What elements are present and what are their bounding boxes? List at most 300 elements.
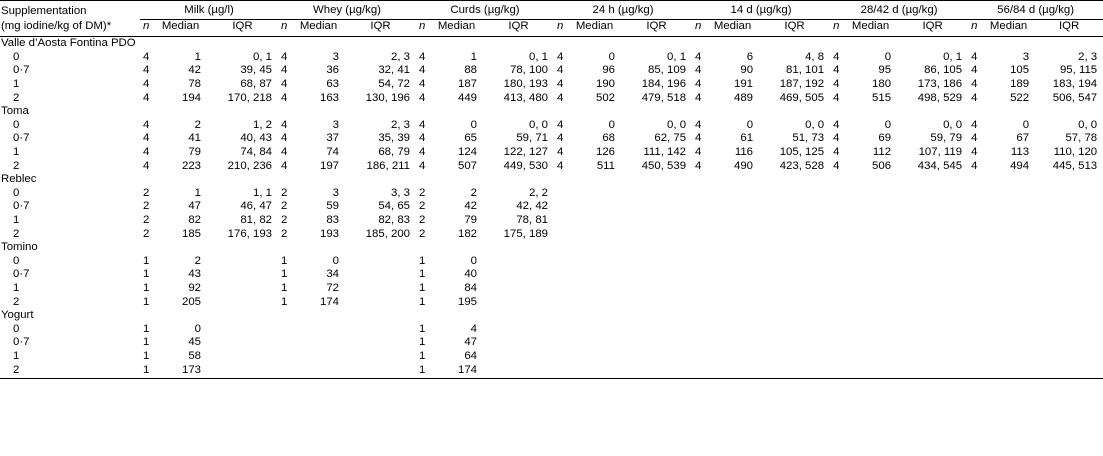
cell-n xyxy=(278,363,292,378)
cell-median: 37 xyxy=(326,132,339,145)
cell-median xyxy=(706,322,759,336)
cell-median: 84 xyxy=(464,281,477,294)
cell-median xyxy=(844,187,897,201)
cell-n xyxy=(830,200,844,214)
section-row xyxy=(0,37,1103,51)
cell-median xyxy=(568,295,621,309)
supplementation-level: 1 xyxy=(13,281,20,294)
cell-median: 223 xyxy=(181,159,201,172)
cell-median xyxy=(844,336,897,350)
cell-iqr xyxy=(207,363,278,378)
cell-n: 4 xyxy=(971,91,978,104)
cell-median: 79 xyxy=(188,146,201,159)
table-row xyxy=(0,363,1103,378)
cell-iqr xyxy=(897,200,968,214)
cell-iqr: 0, 0 xyxy=(667,118,687,131)
table-header xyxy=(0,1,1103,37)
cell-median: 185 xyxy=(181,227,201,240)
cell-median: 1 xyxy=(194,186,201,199)
cell-iqr xyxy=(1035,282,1103,296)
cell-median: 190 xyxy=(595,78,615,91)
cell-median xyxy=(706,227,759,241)
cell-iqr: 54, 65 xyxy=(378,200,410,213)
cell-iqr xyxy=(1035,227,1103,241)
cell-iqr xyxy=(621,255,692,269)
cell-iqr: 176, 193 xyxy=(227,227,272,240)
cell-iqr: 180, 193 xyxy=(503,78,548,91)
cell-n: 1 xyxy=(143,295,150,308)
cell-median: 3 xyxy=(332,50,339,63)
cell-median: 124 xyxy=(457,146,477,159)
cell-median: 45 xyxy=(188,336,201,349)
cell-median: 490 xyxy=(734,159,754,172)
cell-n: 4 xyxy=(281,78,288,91)
cell-iqr: 210, 236 xyxy=(227,159,272,172)
supplementation-level: 0·7 xyxy=(13,336,30,349)
cell-n: 4 xyxy=(281,91,288,104)
table-row xyxy=(0,214,1103,228)
sub-header-n: n xyxy=(692,20,706,37)
cell-median xyxy=(706,187,759,201)
table-row xyxy=(0,78,1103,92)
cell-iqr xyxy=(759,268,830,282)
cell-n: 1 xyxy=(419,281,426,294)
cell-n xyxy=(968,322,982,336)
supplementation-level: 0 xyxy=(13,254,20,267)
cell-iqr: 35, 39 xyxy=(378,132,410,145)
cell-iqr xyxy=(1035,322,1103,336)
cell-n xyxy=(554,187,568,201)
cell-median xyxy=(292,322,345,336)
cell-iqr xyxy=(621,187,692,201)
cell-n: 2 xyxy=(143,227,150,240)
cell-median xyxy=(982,295,1035,309)
cell-median: 0 xyxy=(608,50,615,63)
cell-iqr: 4, 8 xyxy=(805,50,825,63)
sub-header-n: n xyxy=(278,20,292,37)
cell-iqr xyxy=(483,282,554,296)
sub-header-n: n xyxy=(968,20,982,37)
cell-n: 4 xyxy=(143,64,150,77)
cell-median xyxy=(568,322,621,336)
supplementation-level: 1 xyxy=(13,146,20,159)
cell-n: 2 xyxy=(143,186,150,199)
cell-n: 4 xyxy=(557,118,564,131)
cell-n: 4 xyxy=(695,50,702,63)
sub-header-median: Median xyxy=(154,20,207,37)
cell-n: 1 xyxy=(419,295,426,308)
cell-n: 4 xyxy=(695,91,702,104)
cell-iqr xyxy=(483,268,554,282)
sub-header-iqr: IQR xyxy=(483,20,554,37)
cell-n xyxy=(692,187,706,201)
cell-median: 6 xyxy=(746,50,754,63)
supplementation-header-line2: (mg iodine/kg of DM)* xyxy=(0,20,140,37)
cell-n: 4 xyxy=(971,132,978,145)
cell-iqr: 2, 3 xyxy=(391,50,410,63)
cell-iqr: 0, 0 xyxy=(1078,118,1098,131)
table-row xyxy=(0,336,1103,350)
cell-n: 2 xyxy=(143,200,150,213)
cell-median: 67 xyxy=(1016,132,1030,145)
cell-median: 0 xyxy=(332,254,339,267)
table-row xyxy=(0,350,1103,364)
cell-n xyxy=(968,268,982,282)
cell-median: 182 xyxy=(457,227,477,240)
header-group-row xyxy=(0,1,1103,20)
cell-n xyxy=(692,268,706,282)
cell-iqr xyxy=(759,255,830,269)
cell-n: 1 xyxy=(140,363,154,378)
cell-n: 1 xyxy=(419,322,426,335)
cell-n xyxy=(554,350,568,364)
cell-iqr: 479, 518 xyxy=(641,91,687,104)
cell-median: 0 xyxy=(470,118,477,131)
cell-median: 1 xyxy=(194,50,201,63)
supplementation-header xyxy=(0,1,140,20)
cell-n: 1 xyxy=(281,254,288,267)
cell-iqr xyxy=(621,336,692,350)
supplementation-level: 0 xyxy=(13,50,20,63)
section-row xyxy=(0,173,1103,187)
cell-median xyxy=(568,227,621,241)
cell-median: 205 xyxy=(181,295,201,308)
cell-median: 0 xyxy=(194,322,201,335)
cell-median: 494 xyxy=(1010,159,1030,172)
cell-median xyxy=(568,187,621,201)
cell-median: 47 xyxy=(188,200,201,213)
cell-n: 4 xyxy=(695,64,702,77)
table-row xyxy=(0,227,1103,241)
supplementation-level: 0·7 xyxy=(13,268,30,281)
cell-iqr xyxy=(483,322,554,336)
cell-median: 59 xyxy=(326,200,339,213)
cell-n: 4 xyxy=(833,91,840,104)
cheese-name: Yogurt xyxy=(1,309,34,322)
cell-iqr xyxy=(345,295,416,309)
cell-n xyxy=(554,282,568,296)
cell-iqr: 78, 100 xyxy=(509,64,548,77)
cell-median: 174 xyxy=(430,363,483,378)
cell-iqr xyxy=(1035,214,1103,228)
cell-n xyxy=(278,336,292,350)
cell-median: 43 xyxy=(188,268,201,281)
supplementation-level: 0·7 xyxy=(13,64,30,77)
group-header-curds: Curds (µg/kg) xyxy=(416,1,554,20)
supplementation-level: 0·7 xyxy=(13,200,30,213)
cell-iqr: 32, 41 xyxy=(378,64,410,77)
cell-median: 0 xyxy=(884,118,892,131)
cell-median: 72 xyxy=(326,281,339,294)
supplementation-level: 1 xyxy=(13,349,20,362)
cell-median: 78 xyxy=(188,78,201,91)
cell-median: 2 xyxy=(194,118,201,131)
cell-median: 0 xyxy=(884,50,892,63)
supplementation-level: 2 xyxy=(13,91,20,104)
cell-iqr xyxy=(897,282,968,296)
cell-iqr: 82, 83 xyxy=(378,214,410,227)
cell-iqr: 59, 79 xyxy=(930,132,963,145)
cell-n xyxy=(968,350,982,364)
cell-median xyxy=(568,200,621,214)
cell-median xyxy=(706,363,759,378)
cell-iqr: 122, 127 xyxy=(503,146,548,159)
cell-median: 3 xyxy=(332,118,339,131)
cell-iqr xyxy=(621,295,692,309)
cell-median: 34 xyxy=(326,268,339,281)
cell-median xyxy=(706,200,759,214)
cell-iqr: 184, 196 xyxy=(641,78,687,91)
cell-iqr xyxy=(207,295,278,309)
cell-median: 4 xyxy=(470,322,477,335)
sub-header-median: Median xyxy=(568,20,621,37)
cell-iqr: 111, 142 xyxy=(643,146,687,159)
cell-iqr xyxy=(759,350,830,364)
cell-n: 2 xyxy=(281,214,288,227)
cell-n xyxy=(692,322,706,336)
supplementation-header-line1: Supplementation xyxy=(1,4,87,17)
cell-n: 4 xyxy=(419,78,426,91)
group-header-14d: 14 d (µg/kg) xyxy=(692,1,830,20)
cell-median: 116 xyxy=(734,146,754,159)
cell-median xyxy=(982,350,1035,364)
cell-median xyxy=(706,336,759,350)
table-row xyxy=(0,119,1103,133)
cell-n: 1 xyxy=(143,281,150,294)
cell-iqr xyxy=(345,322,416,336)
cell-iqr: 183, 194 xyxy=(1052,78,1098,91)
cell-iqr xyxy=(483,363,554,378)
cell-n: 1 xyxy=(419,254,426,267)
cell-iqr: 1, 2 xyxy=(253,118,272,131)
group-header-whey: Whey (µg/kg) xyxy=(278,1,416,20)
table-row xyxy=(0,132,1103,146)
cell-median: 180 xyxy=(872,78,892,91)
cell-iqr: 110, 120 xyxy=(1053,146,1098,159)
cell-median: 96 xyxy=(602,64,615,77)
cell-n: 4 xyxy=(419,132,426,145)
cell-iqr: 187, 192 xyxy=(779,78,825,91)
cell-iqr: 186, 211 xyxy=(366,159,410,172)
supplementation-level: 0·7 xyxy=(13,132,30,145)
cell-n: 1 xyxy=(143,349,150,362)
cell-median: 506 xyxy=(872,159,892,172)
cell-iqr xyxy=(621,227,692,241)
header-sub-row xyxy=(0,20,1103,37)
cell-n: 4 xyxy=(833,118,840,131)
cell-iqr: 1, 1 xyxy=(253,186,272,199)
cell-iqr: 57, 78 xyxy=(1065,132,1098,145)
cell-iqr xyxy=(207,268,278,282)
cell-n: 4 xyxy=(833,78,840,91)
cell-iqr: 0, 0 xyxy=(943,118,963,131)
table-row xyxy=(0,187,1103,201)
cell-iqr xyxy=(345,350,416,364)
cell-n: 4 xyxy=(971,78,978,91)
cell-n xyxy=(830,336,844,350)
cell-iqr xyxy=(207,336,278,350)
cell-n: 4 xyxy=(419,146,426,159)
cell-median: 194 xyxy=(181,91,201,104)
cell-median: 68 xyxy=(602,132,615,145)
cell-iqr: 423, 528 xyxy=(779,159,825,172)
cell-n: 4 xyxy=(143,159,150,172)
cell-median xyxy=(844,227,897,241)
cell-iqr: 449, 530 xyxy=(503,159,548,172)
cell-iqr: 85, 109 xyxy=(648,64,687,77)
cell-median: 0 xyxy=(1022,118,1030,131)
cell-median: 58 xyxy=(188,349,201,362)
cell-median xyxy=(568,336,621,350)
cell-iqr: 130, 196 xyxy=(365,91,410,104)
cell-iqr xyxy=(345,282,416,296)
cell-median: 197 xyxy=(319,159,339,172)
cell-iqr xyxy=(897,350,968,364)
cell-median xyxy=(982,322,1035,336)
cell-iqr xyxy=(483,295,554,309)
cell-n xyxy=(554,227,568,241)
cell-n xyxy=(554,214,568,228)
cell-n: 1 xyxy=(419,349,426,362)
cell-median: 0 xyxy=(746,118,754,131)
cell-iqr xyxy=(345,336,416,350)
cell-median xyxy=(982,214,1035,228)
cell-n: 1 xyxy=(281,295,288,308)
cell-iqr: 39, 45 xyxy=(240,64,272,77)
cell-iqr xyxy=(759,295,830,309)
cell-n: 4 xyxy=(695,78,702,91)
table-row xyxy=(0,91,1103,105)
table-row xyxy=(0,159,1103,173)
supplementation-level: 1 xyxy=(13,78,20,91)
cell-iqr: 62, 75 xyxy=(654,132,687,145)
cell-iqr: 2, 3 xyxy=(391,118,410,131)
cell-n: 4 xyxy=(695,132,702,145)
cell-n xyxy=(692,295,706,309)
cell-n xyxy=(968,282,982,296)
cell-median xyxy=(568,214,621,228)
cell-iqr xyxy=(897,255,968,269)
cell-median xyxy=(292,350,345,364)
cell-iqr xyxy=(621,282,692,296)
cell-n xyxy=(278,350,292,364)
cell-iqr: 51, 73 xyxy=(792,132,825,145)
cell-median xyxy=(844,350,897,364)
cell-n: 2 xyxy=(419,200,426,213)
cell-median xyxy=(982,363,1035,378)
cell-iqr: 173, 186 xyxy=(917,78,963,91)
cell-n xyxy=(830,214,844,228)
cell-n xyxy=(830,350,844,364)
cell-n: 2 xyxy=(281,227,288,240)
cell-n: 2 xyxy=(419,186,426,199)
cell-n: 4 xyxy=(281,132,288,145)
supplementation-level: 1 xyxy=(13,214,20,227)
cell-n xyxy=(692,200,706,214)
cell-median: 522 xyxy=(1010,91,1030,104)
cell-median: 113 xyxy=(1010,146,1030,159)
cell-median: 47 xyxy=(464,336,477,349)
cell-median xyxy=(292,336,345,350)
cell-n xyxy=(968,295,982,309)
sub-header-iqr: IQR xyxy=(759,20,830,37)
cell-n xyxy=(554,336,568,350)
cell-n: 1 xyxy=(416,363,430,378)
cell-iqr xyxy=(207,282,278,296)
cell-median: 36 xyxy=(326,64,339,77)
table-body xyxy=(0,37,1103,379)
cell-iqr xyxy=(1035,200,1103,214)
cell-n: 4 xyxy=(281,146,288,159)
cell-iqr xyxy=(1035,350,1103,364)
cell-n: 4 xyxy=(971,50,978,63)
cell-median: 187 xyxy=(457,78,477,91)
cell-median: 502 xyxy=(595,91,615,104)
cell-median: 88 xyxy=(464,64,477,77)
cell-median xyxy=(982,255,1035,269)
cell-n xyxy=(692,363,706,378)
sub-header-n: n xyxy=(830,20,844,37)
cell-iqr: 413, 480 xyxy=(503,91,548,104)
sub-header-median: Median xyxy=(430,20,483,37)
cell-n xyxy=(554,295,568,309)
cell-median: 83 xyxy=(326,214,339,227)
cell-iqr xyxy=(1035,336,1103,350)
cell-iqr xyxy=(759,363,830,378)
cell-median xyxy=(982,187,1035,201)
cell-iqr xyxy=(759,227,830,241)
sub-header-iqr: IQR xyxy=(1035,20,1103,37)
cell-median: 112 xyxy=(872,146,892,159)
cell-iqr: 469, 505 xyxy=(779,91,825,104)
cell-iqr: 506, 547 xyxy=(1052,91,1098,104)
supplementation-level: 0 xyxy=(13,186,20,199)
cell-median xyxy=(568,350,621,364)
cell-median: 163 xyxy=(319,91,339,104)
cell-median xyxy=(706,350,759,364)
cell-median: 90 xyxy=(740,64,754,77)
cell-median: 507 xyxy=(457,159,477,172)
cell-n: 4 xyxy=(419,118,426,131)
section-row xyxy=(0,105,1103,119)
table-row xyxy=(0,200,1103,214)
cell-median xyxy=(706,268,759,282)
sub-header-iqr: IQR xyxy=(345,20,416,37)
group-header-56-84d: 56/84 d (µg/kg) xyxy=(968,1,1103,20)
cell-median: 64 xyxy=(464,349,477,362)
cell-n: 4 xyxy=(143,118,150,131)
cell-median xyxy=(844,363,897,378)
cell-n: 4 xyxy=(419,50,426,63)
cell-iqr xyxy=(1035,255,1103,269)
cell-iqr: 46, 47 xyxy=(240,200,272,213)
cell-median: 92 xyxy=(188,281,201,294)
cell-median: 489 xyxy=(734,91,754,104)
cell-n xyxy=(554,322,568,336)
cell-n xyxy=(692,336,706,350)
cheese-name: Tomino xyxy=(1,241,38,254)
sub-header-median: Median xyxy=(706,20,759,37)
cell-n: 4 xyxy=(143,91,150,104)
cell-n: 4 xyxy=(281,118,288,131)
cell-iqr: 68, 79 xyxy=(378,146,410,159)
cell-n: 4 xyxy=(419,64,426,77)
cell-iqr xyxy=(621,322,692,336)
cell-median: 61 xyxy=(740,132,754,145)
sub-header-iqr: IQR xyxy=(207,20,278,37)
cell-iqr: 40, 43 xyxy=(240,132,272,145)
cell-iqr xyxy=(621,214,692,228)
